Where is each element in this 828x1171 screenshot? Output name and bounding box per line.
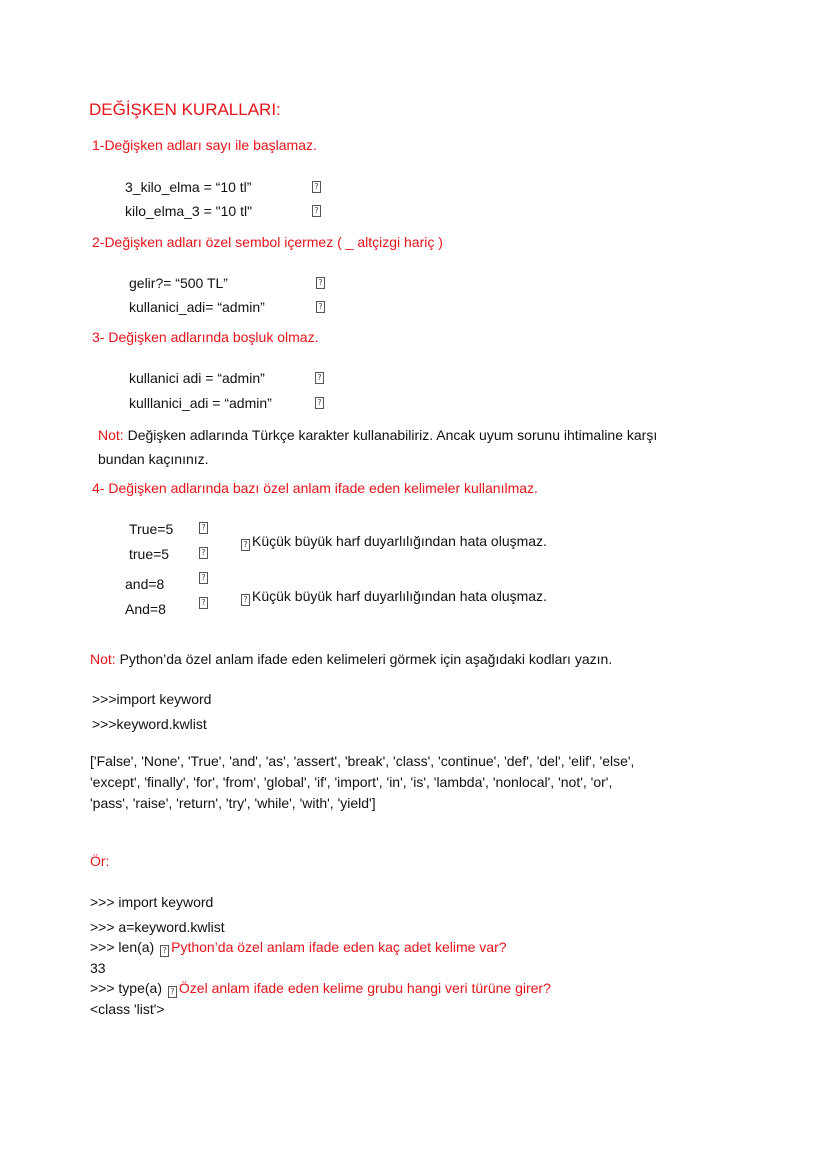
rule-3-example-1: kullanici adi = “admin”: [129, 370, 265, 386]
example-line-1: >>> import keyword: [90, 894, 214, 910]
example-line-3-comment: Python’da özel anlam ifade eden kaç adet kelime var?: [171, 939, 507, 955]
rule-4-example-2: true=5: [129, 546, 170, 562]
rule-3-example-2: kulllanici_adi = “admin”: [129, 395, 272, 411]
missing-glyph-icon: ?: [199, 597, 208, 609]
rule-4-example-3: and=8: [125, 576, 165, 592]
kwlist-output-line-1: ['False', 'None', 'True', 'and', 'as', 'assert', 'break', 'class', 'continue', 'def', 'del', 'elif', 'else',: [90, 753, 635, 769]
example-line-5-code: >>> type(a): [90, 980, 162, 996]
missing-glyph-icon: ?: [241, 594, 250, 606]
rule-4-heading: 4- Değişken adlarında bazı özel anlam ifade eden kelimeler kullanılmaz.: [92, 480, 538, 496]
rule-4-example-4: And=8: [125, 601, 166, 617]
missing-glyph-icon: ?: [160, 945, 169, 957]
rule-1-example-2: kilo_elma_3 = "10 tl": [125, 203, 253, 219]
missing-glyph-icon: ?: [241, 539, 250, 551]
rule-4-comment-1-text: Küçük büyük harf duyarlılığından hata oluşmaz.: [252, 533, 547, 549]
missing-glyph-icon: ?: [312, 181, 321, 193]
rule-2-example-1: gelir?= “500 TL”: [129, 275, 228, 291]
note-2-label: Not:: [90, 651, 116, 667]
missing-glyph-icon: ?: [312, 205, 321, 217]
note-1-label: Not:: [98, 427, 124, 443]
note-1-line-2: bundan kaçınınız.: [98, 451, 209, 467]
missing-glyph-icon: ?: [315, 372, 324, 384]
example-line-3-code: >>> len(a): [90, 939, 155, 955]
rule-1-heading: 1-Değişken adları sayı ile başlamaz.: [92, 137, 317, 153]
missing-glyph-icon: ?: [199, 572, 208, 584]
example-line-5-comment: Özel anlam ifade eden kelime grubu hangi veri türüne girer?: [178, 980, 551, 996]
rule-2-heading: 2-Değişken adları özel sembol içermez ( _ altçizgi hariç ): [92, 234, 443, 250]
rule-2-example-2: kullanici_adi= “admin”: [129, 299, 265, 315]
missing-glyph-icon: ?: [199, 522, 208, 534]
page-title: DEĞİŞKEN KURALLARI:: [89, 100, 281, 119]
example-line-4: 33: [90, 960, 106, 976]
note-1-line-1: [98, 426, 657, 444]
rule-4-comment-1: [241, 532, 547, 551]
rule-4-example-1: True=5: [129, 521, 174, 537]
missing-glyph-icon: ?: [315, 397, 324, 409]
missing-glyph-icon: ?: [168, 986, 177, 998]
example-line-2: >>> a=keyword.kwlist: [90, 919, 225, 935]
missing-glyph-icon: ?: [199, 547, 208, 559]
missing-glyph-icon: ?: [316, 301, 325, 313]
code-line-kwlist: >>>keyword.kwlist: [92, 716, 207, 732]
example-line-5: [90, 979, 551, 998]
code-line-import: >>>import keyword: [92, 691, 212, 707]
rule-4-comment-2-text: Küçük büyük harf duyarlılığından hata oluşmaz.: [252, 588, 547, 604]
note-2-text: Python’da özel anlam ifade eden kelimeleri görmek için aşağıdaki kodları yazın.: [115, 651, 613, 667]
rule-4-comment-2: [241, 587, 547, 606]
note-1-text: Değişken adlarında Türkçe karakter kullanabiliriz. Ancak uyum sorunu ihtimaline karşı: [123, 427, 658, 443]
rule-3-heading: 3- Değişken adlarında boşluk olmaz.: [92, 329, 319, 345]
kwlist-output-line-2: 'except', 'finally', 'for', 'from', 'global', 'if', 'import', 'in', 'is', 'lambda', 'nonlocal', 'not', 'or',: [90, 774, 613, 790]
note-2: [90, 650, 612, 668]
example-line-6: <class 'list'>: [90, 1001, 165, 1017]
missing-glyph-icon: ?: [316, 277, 325, 289]
rule-1-example-1: 3_kilo_elma = “10 tl”: [125, 179, 252, 195]
example-line-3: [90, 938, 507, 957]
example-label: Ör:: [90, 853, 110, 869]
kwlist-output-line-3: 'pass', 'raise', 'return', 'try', 'while', 'with', 'yield']: [90, 795, 376, 811]
